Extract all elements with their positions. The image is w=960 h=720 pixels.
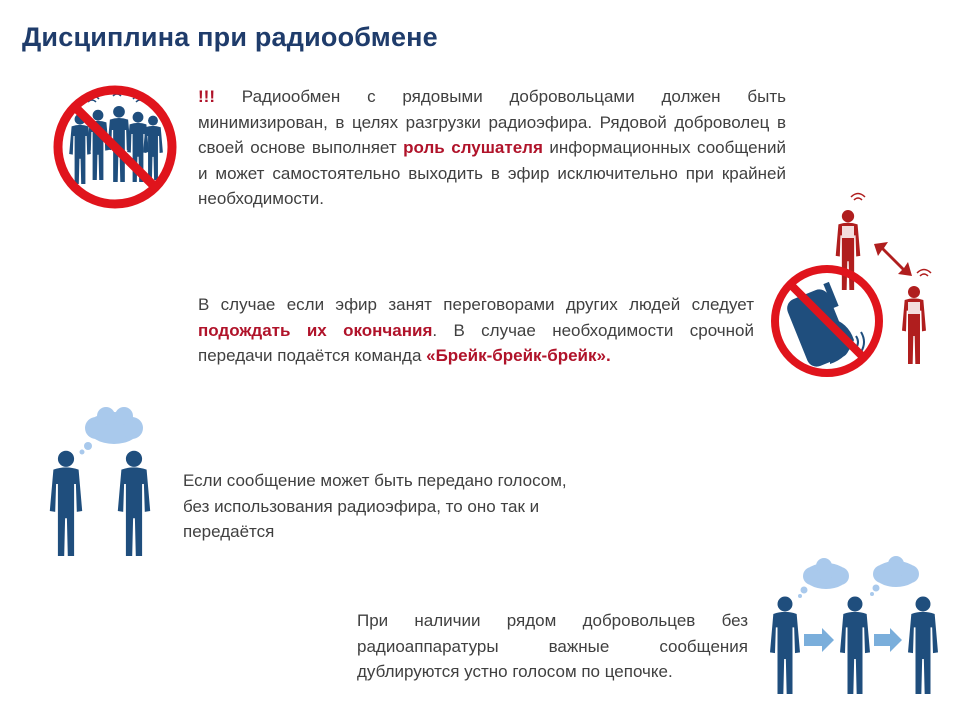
paragraph1-text-a: Радиообмен с рядовыми добровольцами должен быть минимизирован, в целях разгрузки радиоэфира. Рядовой доброволец в своей основе выполняет: [198, 87, 786, 157]
prohibited-handheld-radio-icon: [768, 262, 886, 380]
paragraph-voice-first: Если сообщение может быть передано голосом, без использования радиоэфира, то оно так и передаётся: [183, 471, 567, 541]
paragraph-wait-air: [198, 292, 754, 369]
paragraph1-text-b: информационных сообщений и может самостоятельно выходить в эфир исключительно при крайней необходимости.: [198, 138, 786, 208]
paragraph1-highlight: роль слушателя: [403, 138, 543, 157]
voice-conversation-pair-icon: [44, 406, 174, 558]
paragraph-minimize-radio: [198, 84, 786, 212]
paragraph-voice-chain: При наличии рядом добровольцев без радиоаппаратуры важные сообщения дублируются устно голосом по цепочке.: [357, 611, 748, 681]
warning-mark: !!!: [198, 87, 215, 106]
page-title: Дисциплина при радиообмене: [22, 22, 438, 52]
voice-relay-chain-icon: [764, 556, 952, 696]
paragraph2-highlight2: «Брейк-брейк-брейк».: [426, 346, 611, 365]
paragraph2-text-b: . В случае необходимости срочной передачи подаётся команда: [198, 320, 754, 365]
paragraph2-text-a: В случае если эфир занят переговорами других людей следует: [198, 295, 754, 314]
prohibited-radio-crowd-icon: [50, 82, 180, 212]
paragraph2-highlight1: подождать их окончания: [198, 320, 433, 340]
